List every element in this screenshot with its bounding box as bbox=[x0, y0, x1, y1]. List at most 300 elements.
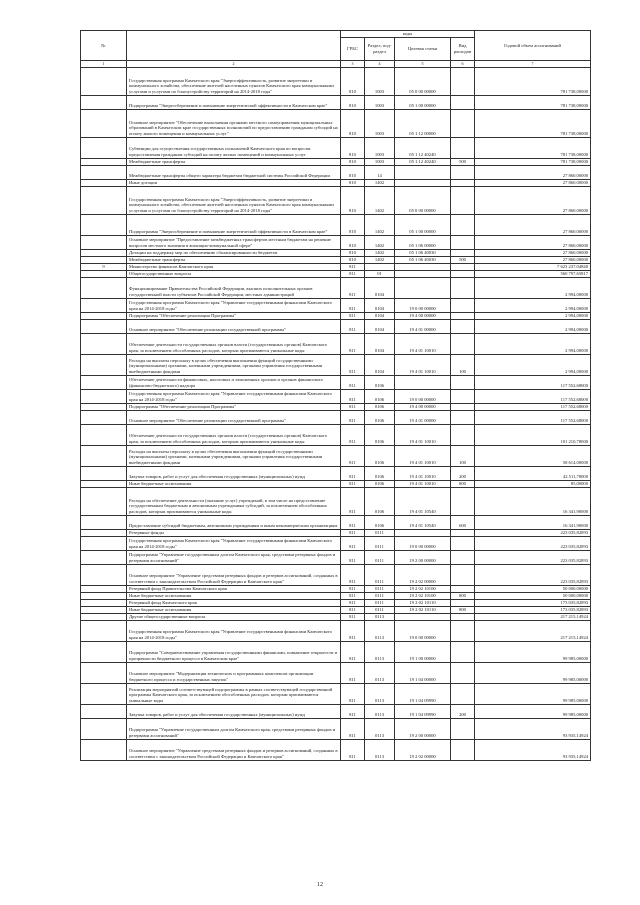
row-type-cell bbox=[451, 375, 475, 389]
row-amount-cell: 7 623 237,04840 bbox=[475, 263, 591, 270]
row-amount-cell: 117 552,68000 bbox=[475, 403, 591, 410]
table-row bbox=[81, 249, 591, 256]
row-name-cell: Резервный фонд Правительства Камчатского края bbox=[127, 585, 341, 592]
row-section-cell: 0104 bbox=[365, 298, 395, 312]
row-number-cell bbox=[81, 683, 127, 704]
row-target-cell: 19 1 04 09990 bbox=[395, 683, 451, 704]
row-amount-cell: 101 210,78000 bbox=[475, 424, 591, 445]
row-name-cell: Подпрограмма "Управление государственным долгом Камчатского края, средствами резервных фондов и резервами ассигнований" bbox=[127, 718, 341, 739]
row-grbs-cell: 810 bbox=[341, 165, 365, 179]
row-amount-cell: 173 035,82893 bbox=[475, 606, 591, 613]
table-row bbox=[81, 718, 591, 739]
row-type-cell: 800 bbox=[451, 592, 475, 599]
row-section-cell: 0106 bbox=[365, 487, 395, 515]
row-type-cell bbox=[451, 137, 475, 158]
row-section-cell: 1003 bbox=[365, 137, 395, 158]
row-type-cell bbox=[451, 312, 475, 319]
budget-table bbox=[80, 30, 591, 761]
row-section-cell: 0106 bbox=[365, 445, 395, 466]
row-target-cell: 05 1 12 40240 bbox=[395, 137, 451, 158]
row-number-cell bbox=[81, 515, 127, 529]
row-grbs-cell: 811 bbox=[341, 599, 365, 606]
table-row bbox=[81, 333, 591, 354]
row-target-cell: 05 1 06 00000 bbox=[395, 235, 451, 249]
row-number-cell bbox=[81, 739, 127, 760]
row-grbs-cell: 811 bbox=[341, 277, 365, 298]
table-row bbox=[81, 585, 591, 592]
row-type-cell: 600 bbox=[451, 515, 475, 529]
row-amount-cell: 93 935,14924 bbox=[475, 739, 591, 760]
row-number-cell bbox=[81, 319, 127, 333]
row-target-cell: 19 4 01 00000 bbox=[395, 319, 451, 333]
row-section-cell: 0104 bbox=[365, 333, 395, 354]
table-row bbox=[81, 270, 591, 277]
row-section-cell: 0106 bbox=[365, 403, 395, 410]
row-amount-cell: 781 738,00000 bbox=[475, 158, 591, 165]
row-name-cell: Государственная программа Камчатского края "Управление государственными финансами Камчатского края на 2014-2018 годы" bbox=[127, 298, 341, 312]
table-row bbox=[81, 312, 591, 319]
row-grbs-cell: 811 bbox=[341, 480, 365, 487]
row-number-cell bbox=[81, 298, 127, 312]
table-row bbox=[81, 137, 591, 158]
row-type-cell bbox=[451, 389, 475, 403]
index-cell: 3 bbox=[341, 61, 365, 68]
row-grbs-cell: 811 bbox=[341, 263, 365, 270]
row-grbs-cell: 811 bbox=[341, 270, 365, 277]
row-name-cell: Основное мероприятие "Обеспечение реализации государственной программы" bbox=[127, 410, 341, 424]
row-type-cell bbox=[451, 67, 475, 95]
row-target-cell: 05 1 00 00000 bbox=[395, 95, 451, 109]
row-type-cell bbox=[451, 599, 475, 606]
row-amount-cell: 2 994,00000 bbox=[475, 277, 591, 298]
row-amount-cell: 99 985,00000 bbox=[475, 641, 591, 662]
row-amount-cell: 173 035,82893 bbox=[475, 599, 591, 606]
row-section-cell: 0106 bbox=[365, 480, 395, 487]
page-number: 12 bbox=[317, 882, 323, 888]
table-row bbox=[81, 235, 591, 249]
row-name-cell: Межбюджетные трансферты общего характера бюджетам бюджетной системы Российской Федерации bbox=[127, 165, 341, 179]
row-number-cell bbox=[81, 214, 127, 235]
row-grbs-cell: 811 bbox=[341, 536, 365, 550]
row-name-cell: Иные дотации bbox=[127, 179, 341, 186]
row-target-cell: 19 2 02 10110 bbox=[395, 606, 451, 613]
row-amount-cell: 85,00000 bbox=[475, 480, 591, 487]
document-page bbox=[80, 30, 590, 761]
row-name-cell: Государственная программа Камчатского края "Управление государственными финансами Камчатского края на 2014-2018 годы" bbox=[127, 620, 341, 641]
row-grbs-cell: 811 bbox=[341, 333, 365, 354]
row-amount-cell: 16 341,90000 bbox=[475, 515, 591, 529]
row-target-cell: 19 0 00 00000 bbox=[395, 620, 451, 641]
row-type-cell bbox=[451, 95, 475, 109]
row-section-cell: 0113 bbox=[365, 613, 395, 620]
row-target-cell: 19 4 01 10010 bbox=[395, 445, 451, 466]
row-grbs-cell: 811 bbox=[341, 424, 365, 445]
row-section-cell: 0106 bbox=[365, 375, 395, 389]
row-amount-cell: 27 860,00000 bbox=[475, 186, 591, 214]
row-grbs-cell: 811 bbox=[341, 662, 365, 683]
row-section-cell: 1402 bbox=[365, 256, 395, 263]
row-section-cell: 0113 bbox=[365, 662, 395, 683]
row-number-cell bbox=[81, 641, 127, 662]
row-grbs-cell: 811 bbox=[341, 592, 365, 599]
row-number-cell bbox=[81, 718, 127, 739]
row-section-cell: 0111 bbox=[365, 592, 395, 599]
row-name-cell: Основное мероприятие "Модернизация технических и программных комплексов организации бюджетного процесса и государственных закупок" bbox=[127, 662, 341, 683]
table-row bbox=[81, 256, 591, 263]
row-amount-cell: 99 985,00000 bbox=[475, 662, 591, 683]
row-target-cell: 19 4 00 00000 bbox=[395, 403, 451, 410]
row-grbs-cell: 810 bbox=[341, 249, 365, 256]
row-section-cell: 0106 bbox=[365, 424, 395, 445]
row-target-cell: 19 2 02 10110 bbox=[395, 599, 451, 606]
row-grbs-cell: 811 bbox=[341, 585, 365, 592]
row-amount-cell: 50 000,00000 bbox=[475, 592, 591, 599]
row-number-cell bbox=[81, 592, 127, 599]
index-cell: 6 bbox=[451, 61, 475, 68]
row-type-cell: 100 bbox=[451, 354, 475, 375]
row-section-cell: 0111 bbox=[365, 536, 395, 550]
col-header-grbs: ГРБС bbox=[341, 38, 365, 61]
row-type-cell: 500 bbox=[451, 158, 475, 165]
row-number-cell bbox=[81, 564, 127, 585]
row-grbs-cell: 811 bbox=[341, 389, 365, 403]
row-number-cell bbox=[81, 235, 127, 249]
col-header-name bbox=[127, 31, 341, 61]
col-header-number: № bbox=[81, 31, 127, 61]
row-number-cell bbox=[81, 403, 127, 410]
row-grbs-cell: 811 bbox=[341, 641, 365, 662]
row-amount-cell: 27 860,00000 bbox=[475, 179, 591, 186]
table-row bbox=[81, 277, 591, 298]
row-grbs-cell: 811 bbox=[341, 550, 365, 564]
row-name-cell: Подпрограмма "Обеспечение реализации Программы" bbox=[127, 403, 341, 410]
row-name-cell: Иные бюджетные ассигнования bbox=[127, 480, 341, 487]
row-number-cell: 9 bbox=[81, 263, 127, 270]
row-target-cell: 19 2 02 00000 bbox=[395, 564, 451, 585]
table-row bbox=[81, 186, 591, 214]
table-row bbox=[81, 620, 591, 641]
row-type-cell bbox=[451, 179, 475, 186]
row-number-cell bbox=[81, 529, 127, 536]
col-header-type: Вид расходов bbox=[451, 38, 475, 61]
row-type-cell bbox=[451, 249, 475, 256]
row-target-cell: 05 1 12 00000 bbox=[395, 109, 451, 137]
row-amount-cell: 217 215,14924 bbox=[475, 613, 591, 620]
row-section-cell: 0111 bbox=[365, 585, 395, 592]
row-number-cell bbox=[81, 158, 127, 165]
row-grbs-cell: 811 bbox=[341, 620, 365, 641]
row-type-cell bbox=[451, 529, 475, 536]
table-row bbox=[81, 95, 591, 109]
row-number-cell bbox=[81, 95, 127, 109]
row-target-cell: 19 2 00 00000 bbox=[395, 718, 451, 739]
row-amount-cell: 2 994,00000 bbox=[475, 298, 591, 312]
table-row bbox=[81, 599, 591, 606]
row-section-cell: 1402 bbox=[365, 179, 395, 186]
row-type-cell bbox=[451, 613, 475, 620]
row-amount-cell: 560 797,65817 bbox=[475, 270, 591, 277]
row-amount-cell: 223 035,82893 bbox=[475, 550, 591, 564]
row-grbs-cell: 810 bbox=[341, 109, 365, 137]
row-target-cell: 19 4 01 10010 bbox=[395, 466, 451, 480]
row-number-cell bbox=[81, 585, 127, 592]
table-row bbox=[81, 480, 591, 487]
row-grbs-cell: 811 bbox=[341, 718, 365, 739]
row-number-cell bbox=[81, 480, 127, 487]
row-name-cell: Иные бюджетные ассигнования bbox=[127, 606, 341, 613]
row-name-cell: Обеспечение деятельности финансовых, налоговых и таможенных органов и органов финансового (финансово-бюджетного) надзора bbox=[127, 375, 341, 389]
row-number-cell bbox=[81, 333, 127, 354]
row-type-cell bbox=[451, 298, 475, 312]
row-type-cell bbox=[451, 277, 475, 298]
table-row bbox=[81, 466, 591, 480]
row-name-cell: Реализация мероприятий соответствующей подпрограммы в рамках соответствующей государственной программы Камчатского края, за исключением обособленных расходов, которым присваиваются уникальные коды bbox=[127, 683, 341, 704]
row-target-cell: 19 4 01 10010 bbox=[395, 354, 451, 375]
table-row bbox=[81, 214, 591, 235]
row-type-cell bbox=[451, 214, 475, 235]
row-target-cell: 19 4 01 10540 bbox=[395, 515, 451, 529]
row-name-cell: Функционирование Правительства Российской Федерации, высших исполнительных органов государственной власти субъектов Российской Федерации, местных администраций bbox=[127, 277, 341, 298]
row-section-cell: 0106 bbox=[365, 410, 395, 424]
row-section-cell: 1402 bbox=[365, 249, 395, 256]
row-section-cell: 0111 bbox=[365, 599, 395, 606]
row-target-cell bbox=[395, 529, 451, 536]
row-name-cell: Иные бюджетные ассигнования bbox=[127, 592, 341, 599]
row-name-cell: Основное мероприятие "Управление средствами резервных фондов и резервов ассигнований, созданных в соответствии с законодательством Российской Федерации и Камчатского края" bbox=[127, 739, 341, 760]
row-type-cell bbox=[451, 564, 475, 585]
row-grbs-cell: 810 bbox=[341, 186, 365, 214]
row-target-cell: 05 0 00 00000 bbox=[395, 67, 451, 95]
row-name-cell: Подпрограмма "Энергосбережение и повышение энергетической эффективности в Камчатском крае" bbox=[127, 95, 341, 109]
row-type-cell: 500 bbox=[451, 256, 475, 263]
row-target-cell: 19 2 02 00000 bbox=[395, 739, 451, 760]
row-grbs-cell: 811 bbox=[341, 319, 365, 333]
row-target-cell: 19 4 01 10010 bbox=[395, 333, 451, 354]
table-row bbox=[81, 403, 591, 410]
row-target-cell bbox=[395, 165, 451, 179]
row-grbs-cell: 811 bbox=[341, 410, 365, 424]
row-grbs-cell: 811 bbox=[341, 445, 365, 466]
row-name-cell: Подпрограмма "Управление государственным долгом Камчатского края, средствами резервных фондов и резервами ассигнований" bbox=[127, 550, 341, 564]
row-grbs-cell: 811 bbox=[341, 515, 365, 529]
table-row bbox=[81, 641, 591, 662]
row-grbs-cell: 811 bbox=[341, 613, 365, 620]
row-amount-cell: 50 000,00000 bbox=[475, 585, 591, 592]
row-name-cell: Резервный фонд Камчатского края bbox=[127, 599, 341, 606]
row-section-cell: 0113 bbox=[365, 683, 395, 704]
table-row bbox=[81, 263, 591, 270]
row-number-cell bbox=[81, 186, 127, 214]
row-grbs-cell: 811 bbox=[341, 312, 365, 319]
row-target-cell: 19 1 00 00000 bbox=[395, 641, 451, 662]
row-name-cell: Государственная программа Камчатского края "Энергоэффективность, развитие энергетики и коммунального хозяйства, обеспечение жителей населенных пунктов Камчатского края коммунальными услугами и услугами по благоустройству территорий на 2014-2018 годы" bbox=[127, 186, 341, 214]
row-number-cell bbox=[81, 389, 127, 403]
row-amount-cell: 2 994,00000 bbox=[475, 333, 591, 354]
row-number-cell bbox=[81, 550, 127, 564]
row-name-cell: Основное мероприятие "Управление средствами резервных фондов и резервов ассигнований, созданных в соответствии с законодательством Российской Федерации и Камчатского края" bbox=[127, 564, 341, 585]
row-amount-cell: 99 985,00000 bbox=[475, 683, 591, 704]
row-grbs-cell: 810 bbox=[341, 256, 365, 263]
row-name-cell: Министерство финансов Камчатского края bbox=[127, 263, 341, 270]
row-number-cell bbox=[81, 270, 127, 277]
index-cell: 5 bbox=[395, 61, 451, 68]
row-grbs-cell: 811 bbox=[341, 683, 365, 704]
row-amount-cell: 42 511,78000 bbox=[475, 466, 591, 480]
table-body bbox=[81, 61, 591, 761]
row-name-cell: Государственная программа Камчатского края "Управление государственными финансами Камчатского края на 2014-2018 годы" bbox=[127, 389, 341, 403]
table-row bbox=[81, 606, 591, 613]
row-name-cell: Закупка товаров, работ и услуг для обеспечения государственных (муниципальных) нужд bbox=[127, 466, 341, 480]
row-grbs-cell: 811 bbox=[341, 529, 365, 536]
col-header-section: Раздел, под-раздел bbox=[365, 38, 395, 61]
row-grbs-cell: 810 bbox=[341, 67, 365, 95]
row-grbs-cell: 811 bbox=[341, 487, 365, 515]
row-name-cell: Общегосударственные вопросы bbox=[127, 270, 341, 277]
row-grbs-cell: 810 bbox=[341, 158, 365, 165]
row-number-cell bbox=[81, 137, 127, 158]
row-grbs-cell: 811 bbox=[341, 704, 365, 718]
row-target-cell: 19 4 01 00000 bbox=[395, 410, 451, 424]
row-target-cell: 19 1 04 00000 bbox=[395, 662, 451, 683]
row-number-cell bbox=[81, 249, 127, 256]
row-type-cell bbox=[451, 585, 475, 592]
row-section-cell: 0111 bbox=[365, 550, 395, 564]
row-target-cell bbox=[395, 179, 451, 186]
row-section-cell: 0111 bbox=[365, 606, 395, 613]
row-number-cell bbox=[81, 613, 127, 620]
row-type-cell bbox=[451, 424, 475, 445]
index-cell: 2 bbox=[127, 61, 341, 68]
col-header-target: Целевая статья bbox=[395, 38, 451, 61]
row-name-cell: Подпрограмма "Совершенствование управления государственными финансами, повышение открытости и прозрачности бюджетного процесса в Камчатском крае" bbox=[127, 641, 341, 662]
row-number-cell bbox=[81, 445, 127, 466]
row-target-cell: 19 4 00 00000 bbox=[395, 312, 451, 319]
row-type-cell bbox=[451, 319, 475, 333]
row-amount-cell: 16 341,90000 bbox=[475, 487, 591, 515]
row-amount-cell: 27 860,00000 bbox=[475, 214, 591, 235]
table-row bbox=[81, 683, 591, 704]
row-number-cell bbox=[81, 466, 127, 480]
table-row bbox=[81, 445, 591, 466]
row-name-cell: Государственная программа Камчатского края "Энергоэффективность, развитие энергетики и коммунального хозяйства, обеспечение жителей населенных пунктов Камчатского края коммунальными услугами и услугами по благоустройству территорий на 2014-2018 годы" bbox=[127, 67, 341, 95]
table-row bbox=[81, 179, 591, 186]
row-name-cell: Обеспечение деятельности государственных органов власти (государственных органов) Камчатского края, за исключением обособленных расходов, которым присваиваются уникальные коды bbox=[127, 333, 341, 354]
row-section-cell: 0111 bbox=[365, 529, 395, 536]
col-header-amount: Годовой объем ассигнований bbox=[475, 31, 591, 61]
row-amount-cell: 93 935,14924 bbox=[475, 718, 591, 739]
row-grbs-cell: 811 bbox=[341, 298, 365, 312]
row-number-cell bbox=[81, 662, 127, 683]
row-type-cell: 800 bbox=[451, 606, 475, 613]
row-amount-cell: 58 614,00000 bbox=[475, 445, 591, 466]
table-row bbox=[81, 354, 591, 375]
row-amount-cell: 2 994,00000 bbox=[475, 319, 591, 333]
row-amount-cell: 781 738,00000 bbox=[475, 95, 591, 109]
table-row bbox=[81, 165, 591, 179]
row-type-cell: 100 bbox=[451, 445, 475, 466]
row-target-cell: 05 1 06 40030 bbox=[395, 256, 451, 263]
row-grbs-cell: 811 bbox=[341, 375, 365, 389]
row-type-cell bbox=[451, 410, 475, 424]
row-type-cell bbox=[451, 662, 475, 683]
row-amount-cell: 117 552,68000 bbox=[475, 389, 591, 403]
row-target-cell bbox=[395, 277, 451, 298]
row-target-cell: 05 1 06 40030 bbox=[395, 249, 451, 256]
row-grbs-cell: 811 bbox=[341, 606, 365, 613]
row-number-cell bbox=[81, 165, 127, 179]
row-type-cell: 800 bbox=[451, 480, 475, 487]
row-section-cell: 0113 bbox=[365, 620, 395, 641]
row-name-cell: Основное мероприятие "Обеспечение выполнения органами местного самоуправления муниципальных образований в Камчатском крае государственных полномочий по предоставлению гражданам субсидий на оплату жилого помещения и коммунальных услуг" bbox=[127, 109, 341, 137]
row-name-cell: Основное мероприятие "Обеспечение реализации государственной программы" bbox=[127, 319, 341, 333]
row-grbs-cell: 811 bbox=[341, 564, 365, 585]
row-amount-cell: 117 552,68000 bbox=[475, 375, 591, 389]
row-target-cell: 19 2 02 10100 bbox=[395, 585, 451, 592]
row-target-cell bbox=[395, 375, 451, 389]
row-target-cell bbox=[395, 270, 451, 277]
table-row bbox=[81, 319, 591, 333]
row-target-cell bbox=[395, 613, 451, 620]
row-section-cell: 1003 bbox=[365, 95, 395, 109]
row-target-cell: 05 1 00 00000 bbox=[395, 214, 451, 235]
table-row bbox=[81, 424, 591, 445]
row-amount-cell: 781 738,00000 bbox=[475, 137, 591, 158]
row-section-cell: 0113 bbox=[365, 739, 395, 760]
row-number-cell bbox=[81, 606, 127, 613]
row-target-cell: 19 4 01 10010 bbox=[395, 424, 451, 445]
row-grbs-cell: 811 bbox=[341, 739, 365, 760]
table-row bbox=[81, 550, 591, 564]
index-cell: 1 bbox=[81, 61, 127, 68]
row-section-cell: 0113 bbox=[365, 704, 395, 718]
row-type-cell: 200 bbox=[451, 466, 475, 480]
table-row bbox=[81, 739, 591, 760]
row-type-cell bbox=[451, 333, 475, 354]
row-name-cell: Другие общегосударственные вопросы bbox=[127, 613, 341, 620]
row-section-cell: 1402 bbox=[365, 186, 395, 214]
row-section-cell: 0113 bbox=[365, 718, 395, 739]
table-row bbox=[81, 662, 591, 683]
row-number-cell bbox=[81, 179, 127, 186]
row-type-cell bbox=[451, 641, 475, 662]
row-amount-cell: 2 994,00000 bbox=[475, 354, 591, 375]
table-row bbox=[81, 515, 591, 529]
row-section-cell: 0104 bbox=[365, 354, 395, 375]
row-target-cell: 19 1 04 09990 bbox=[395, 704, 451, 718]
row-name-cell: Межбюджетные трансферты bbox=[127, 256, 341, 263]
row-target-cell: 19 4 01 10010 bbox=[395, 480, 451, 487]
row-section-cell: 1402 bbox=[365, 235, 395, 249]
row-grbs-cell: 810 bbox=[341, 214, 365, 235]
row-number-cell bbox=[81, 410, 127, 424]
row-name-cell: Дотации на поддержку мер по обеспечению сбалансированности бюджетов bbox=[127, 249, 341, 256]
row-target-cell: 05 1 12 40240 bbox=[395, 158, 451, 165]
row-type-cell bbox=[451, 536, 475, 550]
row-target-cell bbox=[395, 263, 451, 270]
row-number-cell bbox=[81, 277, 127, 298]
row-type-cell bbox=[451, 270, 475, 277]
row-grbs-cell: 810 bbox=[341, 95, 365, 109]
row-amount-cell: 223 035,82893 bbox=[475, 564, 591, 585]
row-section-cell: 01 bbox=[365, 270, 395, 277]
row-grbs-cell: 811 bbox=[341, 354, 365, 375]
table-row bbox=[81, 375, 591, 389]
row-name-cell: Расходы на обеспечение деятельности (оказание услуг) учреждений, в том числе на предоставление государственным бюджетным и автономным учреждениям субсидий, за исключением обособленных расходов, которым присваиваются уникальные коды bbox=[127, 487, 341, 515]
table-row bbox=[81, 536, 591, 550]
row-name-cell: Межбюджетные трансферты bbox=[127, 158, 341, 165]
row-name-cell: Закупка товаров, работ и услуг для обеспечения государственных (муниципальных) нужд bbox=[127, 704, 341, 718]
row-section-cell: 1003 bbox=[365, 67, 395, 95]
